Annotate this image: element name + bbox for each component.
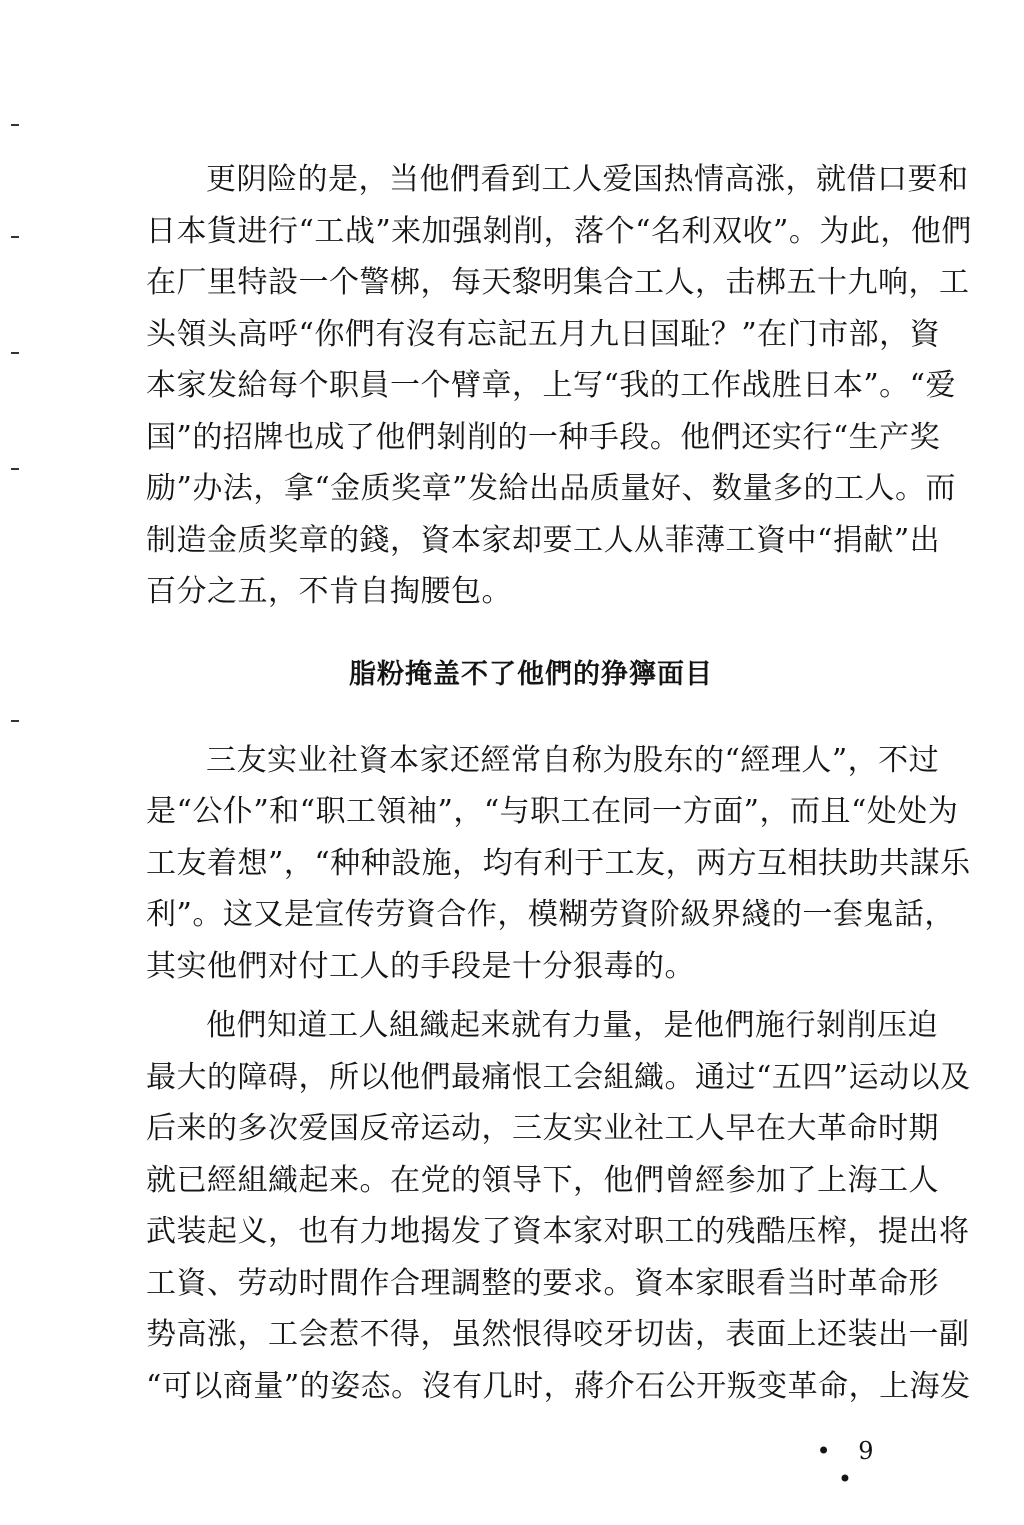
text-line: 在厂里特設一个警梆，每天黎明集合工人，击梆五十九响，工 bbox=[146, 265, 970, 300]
text-line: 本家发給每个职員一个臂章，上写“我的工作战胜日本”。“爱 bbox=[146, 368, 957, 403]
text-line: 更阴险的是，当他們看到工人爱国热情高涨，就借口要和 bbox=[206, 162, 969, 197]
text-line: 是“公仆”和“职工領袖”，“与职工在同一方面”，而且“处处为 bbox=[146, 794, 959, 829]
text-line: 励”办法，拿“金质奖章”发給出品质量好、数量多的工人。而 bbox=[146, 471, 957, 506]
text-line: 武装起义，也有力地揭发了資本家对职工的残酷压榨，提出将 bbox=[146, 1214, 970, 1249]
margin-mark bbox=[11, 352, 19, 354]
text-line: 就已經組織起来。在党的領导下，他們曾經参加了上海工人 bbox=[146, 1162, 939, 1198]
text-line: 工友着想”，“种种設施，均有利于工友，两方互相扶助共謀乐 bbox=[146, 845, 971, 881]
margin-mark bbox=[11, 236, 19, 238]
margin-mark bbox=[11, 124, 19, 126]
margin-mark bbox=[11, 720, 19, 722]
paragraph-1 bbox=[146, 154, 972, 618]
paragraph-2 bbox=[146, 735, 971, 993]
paragraph-3 bbox=[146, 1000, 971, 1412]
text-line: 他們知道工人組織起来就有力量，是他們施行剝削压迫 bbox=[206, 1008, 938, 1043]
text-line: 日本貨进行“工战”来加强剝削，落个“名利双收”。为此，他們 bbox=[146, 213, 972, 249]
text-line: 三友实业社資本家还經常自称为股东的“經理人”，不过 bbox=[206, 742, 940, 778]
text-line: 利”。这又是宣传劳資合作，模糊劳資阶級界綫的一套鬼話， bbox=[146, 897, 955, 932]
text-line: 最大的障碍，所以他們最痛恨工会組織。通过“五四”运动以及 bbox=[146, 1059, 971, 1095]
margin-mark bbox=[11, 468, 19, 470]
section-heading: 脂粉掩盖不了他們的狰獰面目 bbox=[349, 658, 713, 690]
text-line: “可以商量”的姿态。沒有几时，蔣介石公开叛变革命，上海发 bbox=[146, 1368, 971, 1404]
text-line: 后来的多次爱国反帝运动，三友实业社工人早在大革命时期 bbox=[146, 1111, 939, 1146]
page-number: • 9 • bbox=[816, 1437, 884, 1493]
text-line: 国”的招牌也成了他們剝削的一种手段。他們还实行“生产奖 bbox=[146, 419, 941, 455]
text-line: 工資、劳动时間作合理調整的要求。資本家眼看当时革命形 bbox=[146, 1265, 939, 1301]
text-line: 制造金质奖章的錢，資本家却要工人从菲薄工資中“捐献”出 bbox=[146, 522, 941, 558]
text-line: 头領头高呼“你們有沒有忘記五月九日国耻？”在门市部，資 bbox=[146, 316, 941, 352]
text-line: 百分之五，不肯自掏腰包。 bbox=[146, 574, 512, 609]
text-line: 其实他們对付工人的手段是十分狠毒的。 bbox=[146, 948, 695, 984]
page-body bbox=[146, 154, 972, 1412]
text-line: 势高涨，工会惹不得，虽然恨得咬牙切齿，表面上还装出一副 bbox=[146, 1317, 970, 1352]
